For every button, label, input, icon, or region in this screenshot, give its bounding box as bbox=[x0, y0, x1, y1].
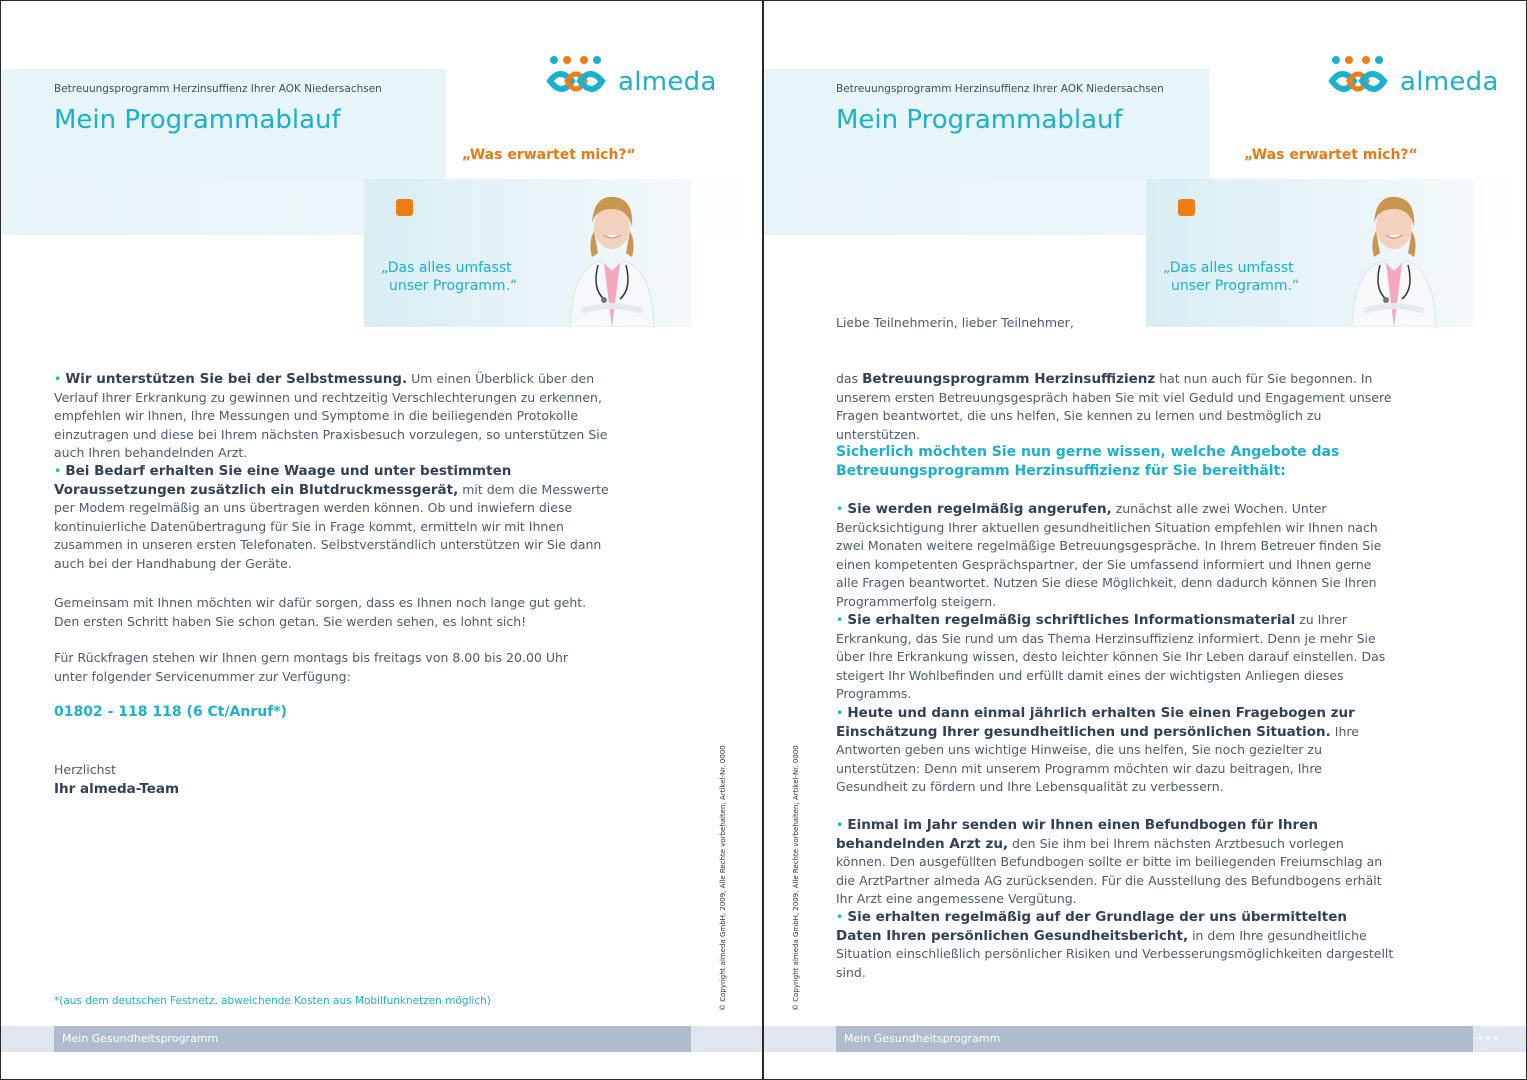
hero-image-box bbox=[364, 179, 691, 327]
page-title: Mein Programmablauf bbox=[54, 105, 341, 135]
logo-text: almeda bbox=[618, 67, 717, 97]
paragraph-gemeinsam bbox=[54, 594, 614, 631]
salutation: Liebe Teilnehmerin, lieber Teilnehmer, bbox=[836, 315, 1074, 330]
hero-image-box bbox=[1146, 179, 1473, 327]
paragraph-line: unter folgender Servicenummer zur Verfügung: bbox=[54, 668, 351, 684]
hero-quote-line2: unser Programm.“ bbox=[389, 278, 518, 294]
bullet-text: den Sie ihm bei Ihrem nächsten Arztbesuch vorlegen können. Den ausgefüllten Befundbogen sollte er bitte im beiliegenden Freiumschlag an die ArztPartner almeda AG zurücksenden. Für die Ausstellung des Befundbogens erhält Ihr Arzt eine angemessene Vergütung. bbox=[836, 835, 1383, 907]
bullet-text: in dem Ihre gesundheitliche Situation einschließlich persönlicher Risiken und Verbesserungsmöglichkeiten dargestellt sind. bbox=[836, 927, 1394, 980]
bullet-lead: Bei Bedarf erhalten Sie eine Waage und unter bestimmten Voraussetzungen zusätzlich ein Blutdruckmessgerät, bbox=[54, 463, 512, 498]
hero-quote bbox=[381, 259, 517, 295]
copyright-text: © Copyright almeda GmbH, 2009, Alle Rechte vorbehalten; Artikel-Nr. 0000 bbox=[719, 745, 727, 1011]
hero-quote-line1: „Das alles umfasst bbox=[1163, 260, 1294, 276]
intro-text: hat nun auch für Sie begonnen. In unserem ersten Betreuungsgespräch haben Sie mit viel Geduld und Engagement unsere Fragen beantwortet, die uns helfen, Sie kennen zu lernen und bestmöglich zu unterstützen. bbox=[836, 371, 1392, 442]
bullet-selbstmessung bbox=[54, 370, 614, 463]
paragraph-line: Den ersten Schritt haben Sie schon getan. Sie werden sehen, es lohnt sich! bbox=[54, 613, 527, 629]
footer-bar bbox=[1, 1026, 762, 1052]
bullet-lead: Sie werden regelmäßig angerufen, bbox=[847, 501, 1112, 517]
closing-block bbox=[54, 761, 614, 798]
intro-paragraph bbox=[836, 370, 1396, 444]
almeda-logo bbox=[1326, 53, 1499, 103]
bullet-informationsmaterial bbox=[836, 611, 1396, 704]
program-subtitle: Betreuungsprogramm Herzinsuffienz Ihrer AOK Niedersachsen bbox=[54, 83, 382, 95]
almeda-logo-icon bbox=[1326, 53, 1396, 103]
page-title: Mein Programmablauf bbox=[836, 105, 1123, 135]
page-dots: ••• bbox=[1477, 1032, 1500, 1045]
bullet-text: mit dem die Messwerte per Modem regelmäßig an uns übertragen werden können. Ob und inwiefern diese kontinuierliche Datenübertragung für Sie in Frage kommt, ermitteln wir mit Ihnen zusammen in unseren ersten Telefonaten. Selbstverständlich unterstützen wir Sie dann auch bei der Handhabung der Geräte. bbox=[54, 481, 609, 571]
bullet-lead: Sie erhalten regelmäßig schriftliches Informationsmaterial bbox=[847, 612, 1296, 628]
footer-label: Mein Gesundheitsprogramm bbox=[54, 1026, 691, 1052]
bullet-fragebogen bbox=[836, 704, 1396, 797]
bullet-lead: Heute und dann einmal jährlich erhalten Sie einen Fragebogen zur Einschätzung Ihrer gesundheitlichen und persönlichen Situation. bbox=[836, 705, 1355, 740]
bullet-gesundheitsbericht bbox=[836, 908, 1396, 982]
copyright-vertical bbox=[792, 745, 804, 1011]
tagline: „Was erwartet mich?“ bbox=[1244, 147, 1418, 163]
bullet-text: Ihre Antworten geben uns wichtige Hinweise, die uns helfen, Sie noch gezielter zu unterstützen: Denn mit unserem Programm möchten wir dazu beitragen, Ihre Gesundheit zu fördern und Ihre Lebensqualität zu verbessern. bbox=[836, 723, 1359, 795]
signature: Ihr almeda-Team bbox=[54, 780, 180, 797]
page-right bbox=[763, 0, 1527, 1080]
bullet-dot: • bbox=[836, 612, 844, 627]
highlight-question: Sicherlich möchten Sie nun gerne wissen, welche Angebote das Betreuungsprogramm Herzinsuffizienz für Sie bereithält: bbox=[836, 444, 1340, 479]
logo-text: almeda bbox=[1400, 67, 1499, 97]
intro-pre: das bbox=[836, 371, 859, 386]
program-subtitle: Betreuungsprogramm Herzinsuffienz Ihrer AOK Niedersachsen bbox=[836, 83, 1164, 95]
bullet-dot: • bbox=[836, 909, 844, 924]
paragraph-rueckfragen bbox=[54, 649, 614, 686]
bullet-text: zunächst alle zwei Wochen. Unter Berücksichtigung Ihrer aktuellen gesundheitlichen Situation empfehlen wir Ihnen nach zwei Monaten weitere regelmäßige Betreuungsgespräche. In Ihrem Betreuer finden Sie einen kompetenten Gesprächspartner, der Sie umfassend informiert und Ihnen gerne alle Fragen beantwortet. Nutzen Sie diese Möglichkeit, denn dadurch können Sie Ihren Programmerfolg steigern. bbox=[836, 501, 1382, 609]
bullet-dot: • bbox=[836, 705, 844, 720]
page-left bbox=[0, 0, 763, 1080]
footnote: *(aus dem deutschen Festnetz, abweichende Kosten aus Mobilfunknetzen möglich) bbox=[54, 995, 491, 1007]
tagline: „Was erwartet mich?“ bbox=[462, 147, 636, 163]
bullet-lead: Wir unterstützen Sie bei der Selbstmessung. bbox=[65, 371, 408, 387]
bullet-lead: Einmal im Jahr senden wir Ihnen einen Befundbogen für Ihren behandelnden Arzt zu, bbox=[836, 817, 1318, 852]
bullet-anrufe bbox=[836, 500, 1396, 612]
almeda-logo-icon bbox=[544, 53, 614, 103]
bullet-dot: • bbox=[54, 371, 62, 386]
copyright-text: © Copyright almeda GmbH, 2009, Alle Rechte vorbehalten; Artikel-Nr. 0000 bbox=[792, 745, 800, 1011]
copyright-vertical bbox=[719, 745, 731, 1011]
hero-quote-line1: „Das alles umfasst bbox=[381, 260, 512, 276]
closing-text: Herzlichst bbox=[54, 762, 116, 777]
orange-square-icon bbox=[1178, 199, 1195, 216]
bullet-text: Um einen Überblick über den Verlauf Ihrer Erkrankung zu gewinnen und rechtzeitig Verschlechterungen zu erkennen, empfehlen wir Ihnen, Ihre Messungen und Symptome in die beiliegenden Protokolle einzutragen und diese bei Ihrem nächsten Praxisbesuch vorzulegen, so unterstützen Sie auch Ihren behandelnden Arzt. bbox=[54, 371, 608, 461]
paragraph-line: Für Rückfragen stehen wir Ihnen gern montags bis freitags von 8.00 bis 20.00 Uhr bbox=[54, 650, 569, 665]
paragraph-line: Gemeinsam mit Ihnen möchten wir dafür sorgen, dass es Ihnen noch lange gut geht. bbox=[54, 595, 587, 610]
hero-quote bbox=[1163, 259, 1299, 295]
bullet-dot: • bbox=[54, 463, 62, 478]
bullet-lead: Sie erhalten regelmäßig auf der Grundlage der uns übermittelten Daten Ihren persönlichen Gesundheitsbericht, bbox=[836, 909, 1347, 944]
bullet-waage bbox=[54, 462, 614, 574]
bullet-dot: • bbox=[836, 817, 844, 832]
orange-square-icon bbox=[396, 199, 413, 216]
doctor-photo bbox=[562, 193, 662, 327]
hero-quote-line2: unser Programm.“ bbox=[1171, 278, 1300, 294]
intro-bold: Betreuungsprogramm Herzinsuffizienz bbox=[862, 371, 1156, 387]
footer-bar bbox=[764, 1026, 1526, 1052]
bullet-text: zu Ihrer Erkrankung, das Sie rund um das Thema Herzinsuffizienz informiert. Denn je mehr Sie über Ihre Erkrankung wissen, desto leichter können Sie Ihr Leben darauf einstellen. Das steigert Ihr Wohlbefinden und erfüllt damit eines der wichtigsten Anliegen dieses Programms. bbox=[836, 612, 1386, 702]
footer-label: Mein Gesundheitsprogramm bbox=[836, 1026, 1473, 1052]
bullet-befundbogen bbox=[836, 816, 1396, 909]
service-phone-number[interactable]: 01802 - 118 118 (6 Ct/Anruf*) bbox=[54, 704, 288, 720]
bullet-dot: • bbox=[836, 501, 844, 516]
almeda-logo bbox=[544, 53, 717, 103]
doctor-photo bbox=[1344, 193, 1444, 327]
